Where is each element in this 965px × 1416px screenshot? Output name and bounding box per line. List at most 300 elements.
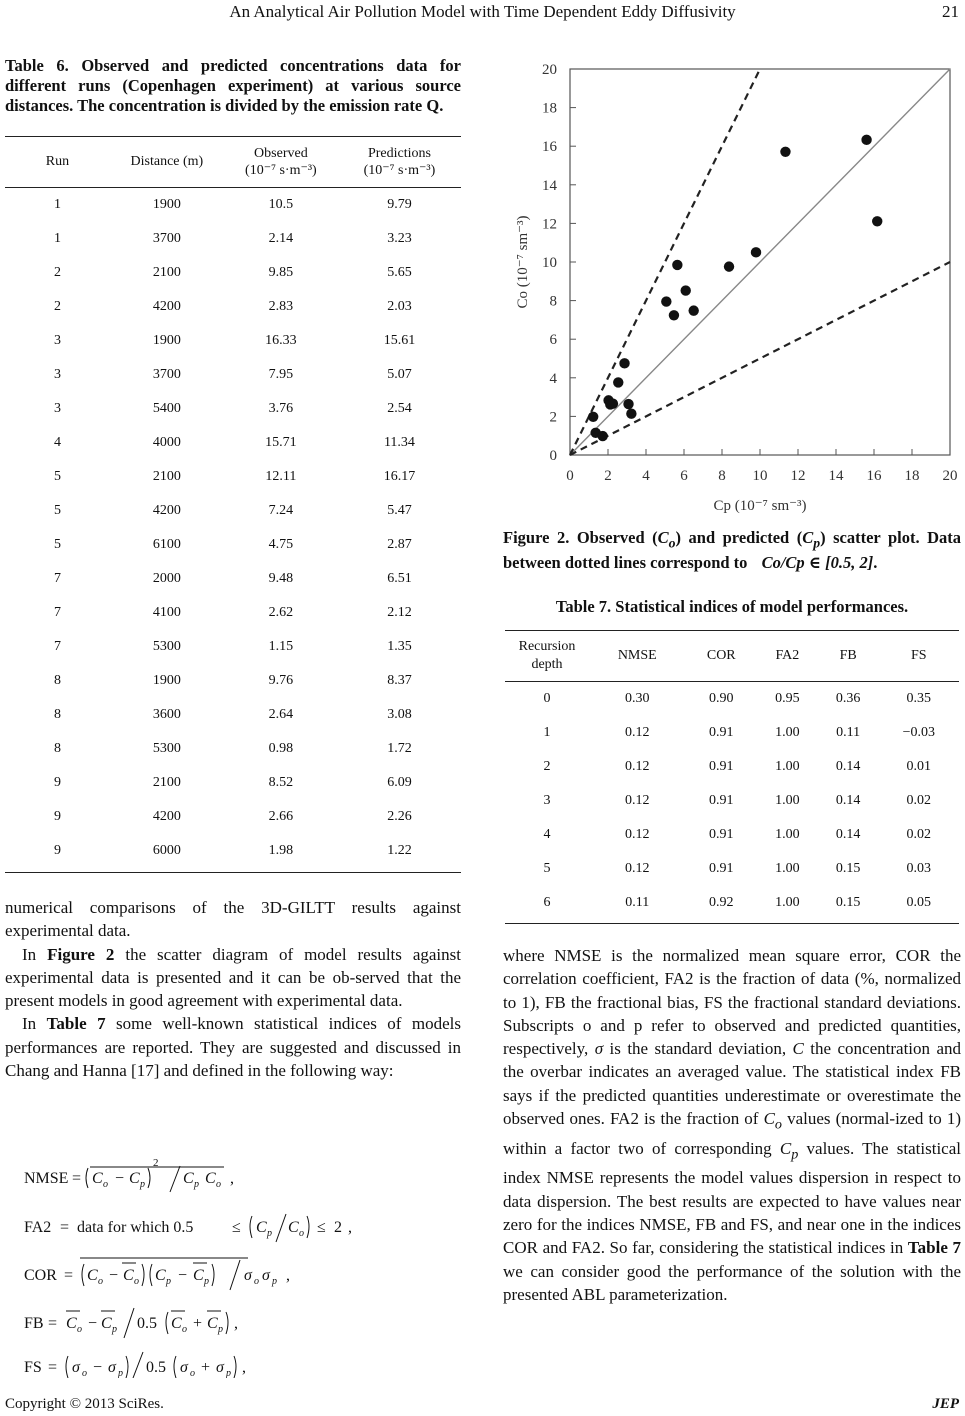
table-cell: 5 <box>53 469 61 484</box>
table-row <box>5 562 461 596</box>
table-cell: 0.15 <box>835 861 861 876</box>
sigma-symbol: σ <box>108 1359 116 1376</box>
table-row <box>5 324 461 358</box>
data-point <box>608 398 618 408</box>
paren <box>166 1312 168 1334</box>
table6-caption-text: Table 6. Observed and predicted concentrations data for different runs (Copenhagen experiment) at various source distances. The concentration is divided by the emission rate Q. <box>5 56 461 115</box>
data-point <box>872 216 882 226</box>
table-cell: 1900 <box>152 673 181 688</box>
table-cell: 0.91 <box>709 759 734 774</box>
eq-term: C <box>123 1267 134 1284</box>
data-point <box>588 412 598 422</box>
table-cell: 5.07 <box>387 367 412 382</box>
paren <box>226 1312 228 1334</box>
subscript: p <box>813 535 821 551</box>
leq-symbol: ≤ <box>317 1219 326 1236</box>
data-point <box>626 408 636 418</box>
eq-equals: = <box>48 1359 58 1376</box>
subscript: o <box>299 1228 304 1239</box>
paren <box>148 1168 150 1188</box>
table-cell: 1 <box>53 231 61 246</box>
table-cell: 7 <box>53 571 61 586</box>
table-cell: 1 <box>53 197 61 212</box>
sigma-symbol: σ <box>72 1359 80 1376</box>
table-row <box>505 784 959 818</box>
table-row <box>5 358 461 392</box>
table-cell: 3.23 <box>387 231 412 246</box>
table-cell: 5 <box>543 861 551 876</box>
text-span: the concentration and the overbar indicates an averaged value. The statistical index FB says if the predicted quantities underestimate or overestimate the observed ones. FA2 is the fraction of <box>503 1039 961 1129</box>
table-cell: −0.03 <box>902 725 935 740</box>
caption-text: ) scatter plot. Data between dotted lines correspond to <box>503 528 961 573</box>
col-header-observed <box>224 137 338 188</box>
eq-nmse-lhs: NMSE <box>24 1170 69 1187</box>
table-row <box>5 732 461 766</box>
table-cell: 3 <box>53 401 61 416</box>
table-cell: 8.37 <box>387 673 412 688</box>
table-row <box>5 596 461 630</box>
paren <box>250 1216 252 1238</box>
subscript: p <box>267 1228 272 1239</box>
table-cell: 9.79 <box>387 197 412 212</box>
table-cell: 4 <box>53 435 61 450</box>
comma: , <box>230 1170 234 1187</box>
eq-term: C <box>288 1219 299 1236</box>
eq-term: C <box>87 1267 98 1284</box>
table-cell: 3600 <box>152 707 181 722</box>
subscript: p <box>118 1368 123 1378</box>
table-cell: 3.76 <box>268 401 294 416</box>
subscript: o <box>77 1324 82 1335</box>
left-column <box>5 56 461 1082</box>
table-cell: 0.14 <box>835 793 861 808</box>
table-cell: 0.14 <box>835 827 861 842</box>
table-cell: 3.08 <box>387 707 412 722</box>
x-tick-label: 20 <box>942 468 958 484</box>
table-cell: 4200 <box>152 299 181 314</box>
division-slash <box>170 1166 180 1192</box>
table-cell: 5400 <box>152 401 181 416</box>
table-cell: 2.12 <box>387 605 412 620</box>
data-point <box>724 261 734 271</box>
table7-wrapper <box>505 630 959 924</box>
subscript: o <box>98 1276 103 1287</box>
table-cell: 0.12 <box>625 861 650 876</box>
table-ref: Table 7 <box>907 1238 961 1258</box>
table-cell: 2000 <box>152 571 181 586</box>
eq-fa2-lhs: FA2 <box>24 1219 52 1236</box>
data-point <box>623 399 633 409</box>
col-header-distance: Distance (m) <box>130 154 204 169</box>
comma: , <box>234 1315 238 1332</box>
y-tick-label: 6 <box>549 332 557 349</box>
subscript: o <box>190 1368 195 1378</box>
y-tick-label: 20 <box>542 62 557 78</box>
sigma-symbol: σ <box>244 1267 252 1284</box>
running-title: An Analytical Air Pollution Model with Time Dependent Eddy Diffusivity <box>229 2 736 21</box>
right-body-text <box>503 944 961 1306</box>
copyright: Copyright © 2013 SciRes. <box>5 1396 164 1412</box>
table-cell: 7 <box>53 605 61 620</box>
y-tick-label: 8 <box>549 293 557 310</box>
table-cell: 4000 <box>152 435 181 450</box>
symbol: C <box>657 528 669 547</box>
table-cell: 1.22 <box>387 843 412 858</box>
table-cell: 6 <box>543 895 551 910</box>
table-cell: 5300 <box>152 741 181 756</box>
table-cell: 4100 <box>152 605 181 620</box>
data-point <box>661 296 671 306</box>
paragraph <box>5 1012 461 1082</box>
subscript: p <box>112 1324 117 1335</box>
table-cell: 0.91 <box>709 827 734 842</box>
subscript: p <box>791 1146 799 1163</box>
paren <box>150 1264 152 1286</box>
col-header: Recursion depth <box>518 639 576 672</box>
col-header: COR <box>706 648 736 663</box>
table-cell: 3 <box>53 333 61 348</box>
paren <box>234 1356 236 1378</box>
text-span: In <box>22 944 48 964</box>
table-row <box>505 886 959 920</box>
text-span: values (normal-ized to 1) within a factor two of corresponding <box>503 1109 961 1158</box>
paren <box>126 1356 128 1378</box>
eq-equals: = <box>72 1170 82 1187</box>
table-cell: 5.47 <box>387 503 412 518</box>
table-cell: 4200 <box>152 503 181 518</box>
table-cell: 0.90 <box>709 691 734 706</box>
table-cell: 3 <box>543 793 551 808</box>
paren <box>142 1264 144 1286</box>
subscript: p <box>140 1179 145 1190</box>
figure-ref: Figure 2 <box>47 944 115 964</box>
paren <box>86 1168 88 1188</box>
table-cell: 0 <box>543 691 551 706</box>
table-cell: 2.14 <box>268 231 294 246</box>
data-point <box>681 285 691 295</box>
table-row <box>505 818 959 852</box>
table-cell: 1900 <box>152 333 181 348</box>
table-row <box>5 494 461 528</box>
table-cell: 5 <box>53 537 61 552</box>
eq-term: C <box>171 1315 182 1332</box>
table-cell: 0.11 <box>836 725 861 740</box>
bound-line <box>570 262 950 455</box>
subscript: o <box>134 1276 139 1287</box>
table6-bottom-rule <box>5 872 461 873</box>
x-tick-label: 10 <box>752 468 768 484</box>
table-cell: 7.24 <box>268 503 294 518</box>
subscript: p <box>204 1276 209 1287</box>
table-cell: 0.91 <box>709 861 734 876</box>
table-cell: 1.00 <box>775 895 800 910</box>
table-cell: 8.52 <box>268 775 294 790</box>
x-tick-label: 14 <box>828 468 844 484</box>
eq-minus: − <box>115 1170 125 1187</box>
table-cell: 2.03 <box>387 299 412 314</box>
table-cell: 6100 <box>152 537 181 552</box>
range-expression: Co/Cp ∈ [0.5, 2] <box>761 553 874 573</box>
table-cell: 2 <box>543 759 551 774</box>
table-row <box>5 800 461 834</box>
superscript-two: 2 <box>153 1157 159 1169</box>
data-point <box>780 147 790 157</box>
table-cell: 1.00 <box>775 861 800 876</box>
table-cell: 0.03 <box>906 861 932 876</box>
eq-term: C <box>129 1170 140 1187</box>
subscript: o <box>774 1116 782 1133</box>
table-cell: 15.71 <box>265 435 297 450</box>
table-cell: 16.17 <box>383 469 416 484</box>
eq-plus: + <box>201 1359 211 1376</box>
subscript: p <box>166 1276 171 1287</box>
comma: , <box>242 1359 246 1376</box>
table-cell: 1 <box>543 725 551 740</box>
table-cell: 5.65 <box>387 265 412 280</box>
data-point <box>619 358 629 368</box>
table-row <box>5 528 461 562</box>
text-span: we can consider good the performance of the solution with the presented ABL parameterization. <box>503 1261 961 1304</box>
eq-minus: − <box>88 1315 98 1332</box>
table-cell: 9.85 <box>268 265 294 280</box>
table7-header-row <box>505 631 959 682</box>
subscript: o <box>182 1324 187 1335</box>
table-cell: 1.00 <box>775 793 800 808</box>
table-cell: 1900 <box>152 197 181 212</box>
table-cell: 9.48 <box>268 571 294 586</box>
data-point <box>613 377 623 387</box>
table-cell: 0.36 <box>835 691 861 706</box>
table-row <box>5 664 461 698</box>
reference-lines <box>570 69 950 455</box>
table-cell: 15.61 <box>383 333 416 348</box>
table-cell: 0.98 <box>268 741 294 756</box>
table-cell: 16.33 <box>265 333 297 348</box>
table-cell: 9.76 <box>268 673 294 688</box>
table-cell: 11.34 <box>383 435 415 450</box>
eq-fa2-text: data for which 0.5 <box>77 1219 194 1236</box>
table-cell: 3 <box>53 367 61 382</box>
text-span: where NMSE is the normalized mean square error, COR the correlation coefficient, FA2 is the fraction of data (%, normalized to 1), FB the fractional bias, FS the fractional standard deviations. Subscripts o and p refer to observed and predicted quantities, respectively, <box>503 946 961 1059</box>
symbol: C <box>763 1109 775 1129</box>
left-body-text <box>5 896 461 1082</box>
table-cell: 3700 <box>152 367 181 382</box>
table-cell: 0.15 <box>835 895 861 910</box>
comma: , <box>348 1219 352 1236</box>
paren <box>212 1264 214 1286</box>
table7 <box>505 630 959 920</box>
table6-body <box>5 188 461 869</box>
y-tick-label: 4 <box>549 370 557 387</box>
table-cell: 2 <box>53 299 61 314</box>
eq-minus: − <box>109 1267 119 1284</box>
table-ref: Table 7 <box>46 1014 106 1034</box>
table-row <box>5 256 461 290</box>
text-span: In <box>22 1014 47 1034</box>
text-span: some well-known statistical indices of models performances are reported. They are suggested and discussed in Chang and Hanna [17] and defined in the following way: <box>5 1014 461 1081</box>
division-slash <box>133 1352 143 1378</box>
table-cell: 0.02 <box>906 827 932 842</box>
observed-unit: (10⁻⁷ s·m⁻³) <box>245 162 317 178</box>
sigma-symbol: σ <box>216 1359 224 1376</box>
caption-text: ) and predicted ( <box>675 528 803 547</box>
table-row <box>5 766 461 800</box>
table-row <box>5 222 461 256</box>
data-point <box>861 135 871 145</box>
equations-block <box>20 1154 460 1378</box>
eq-minus: − <box>93 1359 103 1376</box>
table-row <box>505 716 959 750</box>
subscript: p <box>218 1324 223 1335</box>
col-header: FB <box>839 648 857 663</box>
eq-two: 2 <box>334 1219 342 1236</box>
table-cell: 1.00 <box>775 827 800 842</box>
col-header: FS <box>910 648 927 663</box>
eq-half: 0.5 <box>146 1359 166 1376</box>
subscript: o <box>216 1179 221 1190</box>
eq-equals: = <box>60 1219 70 1236</box>
table-cell: 12.11 <box>265 469 297 484</box>
data-point <box>669 310 679 320</box>
predictions-label: Predictions <box>367 145 431 161</box>
symbol: C <box>802 528 814 547</box>
table-row <box>5 426 461 460</box>
subscript: o <box>82 1368 87 1378</box>
table-cell: 8 <box>53 741 61 756</box>
eq-equals: = <box>64 1267 74 1284</box>
identity-line <box>570 69 950 455</box>
table-cell: 1.15 <box>268 639 294 654</box>
eq-term: C <box>205 1170 216 1187</box>
division-slash <box>276 1214 286 1242</box>
sigma-symbol: σ <box>262 1267 270 1284</box>
table-row <box>505 852 959 886</box>
x-axis-label: Cp (10⁻⁷ sm⁻³) <box>713 498 807 514</box>
eq-equals: = <box>48 1315 58 1332</box>
eq-term: C <box>66 1315 77 1332</box>
x-tick-label: 2 <box>604 468 612 484</box>
caption-text: . <box>873 553 878 573</box>
table-cell: 2.54 <box>387 401 412 416</box>
data-point <box>751 247 761 257</box>
sigma-symbol: σ <box>180 1359 188 1376</box>
table7-bottom-rule <box>505 923 959 924</box>
page-header <box>0 0 965 28</box>
y-tick-label: 10 <box>542 255 557 271</box>
table-row <box>5 460 461 494</box>
table-cell: 0.11 <box>625 895 650 910</box>
table-cell: 5 <box>53 503 61 518</box>
x-tick-label: 8 <box>718 468 726 484</box>
table-cell: 0.12 <box>625 827 650 842</box>
subscript: o <box>103 1179 108 1190</box>
eq-term: C <box>256 1219 267 1236</box>
paren <box>82 1264 84 1286</box>
figure2-scatter-plot <box>503 50 961 520</box>
table-cell: 10.5 <box>268 197 294 212</box>
y-axis-label: Co (10⁻⁷ sm⁻³) <box>515 215 531 309</box>
table-cell: 6.09 <box>387 775 412 790</box>
subscript: p <box>272 1276 277 1287</box>
col-header-predictions <box>338 137 461 188</box>
col-header: NMSE <box>617 648 657 663</box>
table-row <box>5 698 461 732</box>
table-cell: 1.98 <box>268 843 294 858</box>
table-cell: 6.51 <box>387 571 412 586</box>
paren <box>174 1356 176 1378</box>
text-span: is the standard deviation, <box>603 1039 793 1059</box>
table-cell: 1.00 <box>775 759 800 774</box>
paragraph <box>5 943 461 1013</box>
predictions-unit: (10⁻⁷ s·m⁻³) <box>363 162 436 178</box>
table-row <box>5 392 461 426</box>
eq-half: 0.5 <box>137 1315 157 1332</box>
table-cell: 9 <box>53 809 61 824</box>
table-cell: 2.64 <box>268 707 294 722</box>
table-cell: 0.12 <box>625 793 650 808</box>
caption-text: Table 7. Statistical indices of model performances. <box>555 597 909 616</box>
paragraph: numerical comparisons of the 3D-GILTT results against experimental data. <box>5 898 461 941</box>
subscript: o <box>668 535 676 551</box>
table-cell: 2100 <box>152 775 181 790</box>
sigma-symbol: σ <box>594 1039 604 1059</box>
leq-symbol: ≤ <box>232 1219 241 1236</box>
eq-fs-lhs: FS <box>24 1359 42 1376</box>
table-cell: 0.35 <box>906 691 932 706</box>
y-tick-label: 2 <box>549 409 557 426</box>
table-cell: 0.95 <box>775 691 800 706</box>
table-cell: 2.66 <box>268 809 294 824</box>
table-cell: 9 <box>53 843 61 858</box>
table-row <box>5 188 461 223</box>
table6 <box>5 136 461 868</box>
symbol: C <box>792 1039 804 1059</box>
eq-term: C <box>193 1267 204 1284</box>
paren <box>66 1356 68 1378</box>
eq-cor-lhs: COR <box>24 1267 57 1284</box>
eq-term: C <box>101 1315 112 1332</box>
table-row <box>5 630 461 664</box>
y-tick-label: 18 <box>542 100 557 117</box>
eq-term: C <box>183 1170 194 1187</box>
table-cell: 0.12 <box>625 759 650 774</box>
eq-term: C <box>155 1267 166 1284</box>
table7-body <box>505 682 959 921</box>
table-cell: 0.12 <box>625 725 650 740</box>
table-cell: 9 <box>53 775 61 790</box>
x-tick-label: 18 <box>904 468 920 484</box>
subscript: p <box>194 1179 199 1190</box>
table-cell: 2.62 <box>268 605 294 620</box>
table-cell: 4200 <box>152 809 181 824</box>
table-row <box>505 682 959 717</box>
table-row <box>5 290 461 324</box>
x-tick-label: 6 <box>680 468 688 484</box>
data-point <box>597 431 607 441</box>
data-point <box>688 305 698 315</box>
x-tick-label: 0 <box>566 468 574 484</box>
y-tick-label: 14 <box>542 177 557 194</box>
table-cell: 2.26 <box>387 809 412 824</box>
page-number: 21 <box>942 2 959 21</box>
x-tick-label: 12 <box>790 468 806 484</box>
y-tick-label: 12 <box>542 216 557 233</box>
table-cell: 2.87 <box>387 537 412 552</box>
subscript: o <box>254 1276 259 1287</box>
text-span: the scatter diagram of model results against experimental data is presented and it can be ob-served that the present models in good agreement with experimental data. <box>5 944 461 1011</box>
table-cell: 0.14 <box>835 759 861 774</box>
table-cell: 0.30 <box>625 691 650 706</box>
